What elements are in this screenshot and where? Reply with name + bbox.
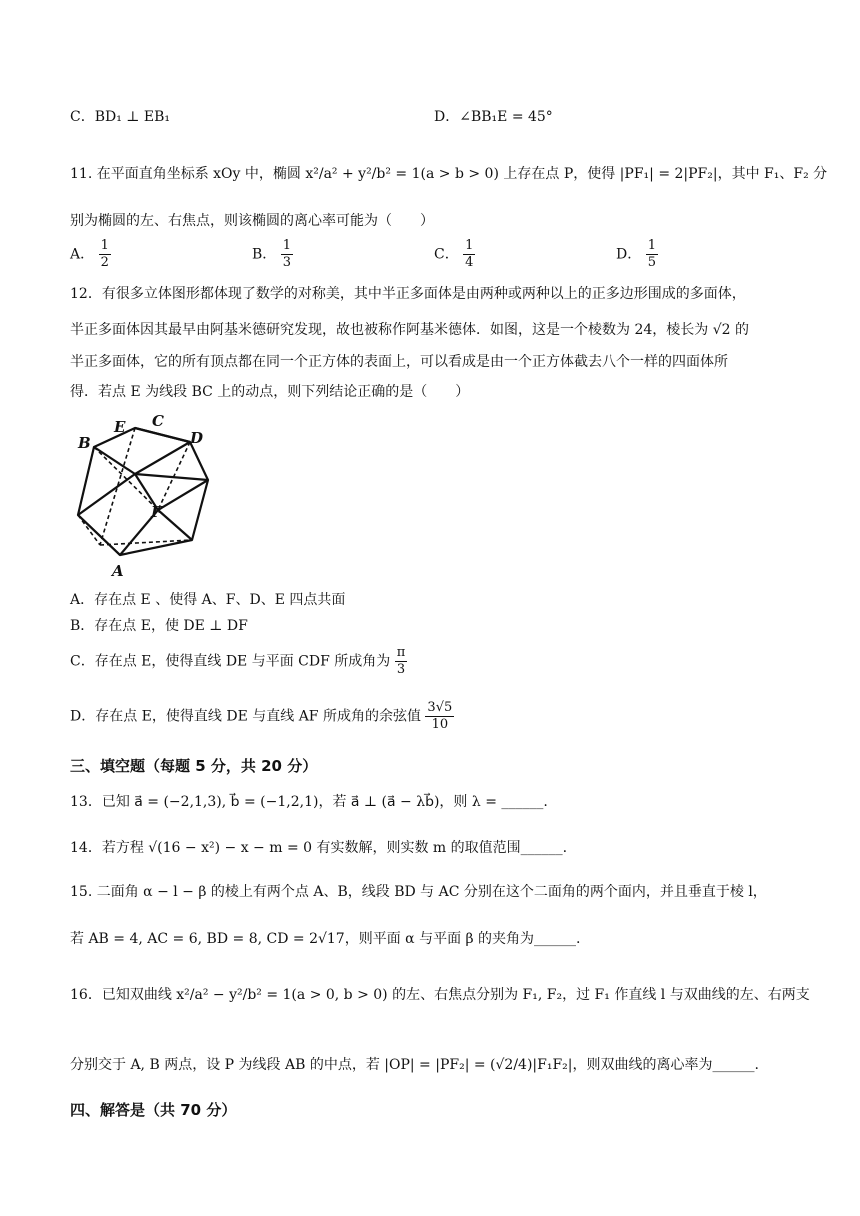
fraction: [425, 700, 454, 733]
q11-option-d: [616, 238, 658, 271]
option-text: C．存在点 E，使得直线 DE 与平面 CDF 所成角为: [70, 653, 391, 670]
q11-line-2: 别为椭圆的左、右焦点，则该椭圆的离心率可能为（ ）: [70, 213, 434, 229]
label-a: A: [112, 562, 124, 580]
q12-option-a: A．存在点 E 、使得 A、F、D、E 四点共面: [70, 592, 346, 608]
polyhedron-figure: [70, 410, 220, 580]
denominator: 3: [282, 255, 292, 270]
fraction: [395, 645, 408, 678]
fraction: [99, 238, 111, 271]
q12-line-2: 半正多面体因其最早由阿基米德研究发现，故也被称作阿基米德体．如图，这是一个棱数为 24，棱长为 √2 的: [70, 322, 749, 338]
q11-line-1: 11. 在平面直角坐标系 xOy 中，椭圆 x²/a² + y²/b² = 1(a > b > 0) 上存在点 P，使得 |PF₁| = 2|PF₂|，其中 F₁、F₂ 分: [70, 166, 828, 182]
q10-option-d: D．∠BB₁E = 45°: [434, 109, 553, 125]
q10-option-c: C．BD₁ ⊥ EB₁: [70, 109, 171, 125]
q16-line-2: 分别交于 A, B 两点，设 P 为线段 AB 的中点，若 |OP| = |PF₂| = (√2/4)|F₁F₂|，则双曲线的离心率为______.: [70, 1057, 759, 1073]
label-c: C: [152, 412, 164, 430]
q11-option-a: [70, 238, 111, 271]
fraction: [281, 238, 293, 271]
q12-option-c: [70, 645, 407, 678]
label-f: F: [151, 503, 162, 521]
option-label: D．: [616, 246, 642, 263]
section-4-heading: 四、解答是（共 70 分）: [70, 1101, 237, 1119]
label-e: E: [114, 418, 126, 436]
label-b: B: [78, 434, 91, 452]
numerator: π: [396, 645, 406, 660]
q11-option-c: [434, 238, 475, 271]
fraction: [646, 238, 658, 271]
numerator: 1: [647, 238, 656, 253]
section-3-heading: 三、填空题（每题 5 分，共 20 分）: [70, 757, 318, 775]
q12-line-4: 得．若点 E 为线段 BC 上的动点，则下列结论正确的是（ ）: [70, 384, 470, 400]
numerator: 1: [100, 238, 109, 253]
q14: 14．若方程 √(16 − x²) − x − m = 0 有实数解，则实数 m 的取值范围______.: [70, 840, 568, 856]
option-label: B．: [252, 246, 277, 263]
q15-line-2: 若 AB = 4, AC = 6, BD = 8, CD = 2√17，则平面 α 与平面 β 的夹角为______.: [70, 931, 581, 947]
q13: 13．已知 a⃗ = (−2,1,3), b⃗ = (−1,2,1)，若 a⃗ ⊥ (a⃗ − λb⃗)，则 λ = ______.: [70, 794, 548, 810]
q12-option-d: [70, 700, 454, 733]
q12-line-3: 半正多面体，它的所有顶点都在同一个正方体的表面上，可以看成是由一个正方体截去八个一样的四面体所: [70, 354, 728, 370]
q16-line-1: 16．已知双曲线 x²/a² − y²/b² = 1(a > 0, b > 0) 的左、右焦点分别为 F₁, F₂，过 F₁ 作直线 l 与双曲线的左、右两支: [70, 987, 810, 1003]
denominator: 2: [100, 255, 109, 270]
label-d: D: [190, 429, 204, 447]
numerator: 3√5: [427, 700, 453, 715]
denominator: 4: [465, 255, 474, 270]
denominator: 10: [431, 717, 449, 732]
fraction: [463, 238, 475, 271]
q11-option-b: [252, 238, 293, 271]
q15-line-1: 15. 二面角 α − l − β 的棱上有两个点 A、B，线段 BD 与 AC 分别在这个二面角的两个面内，并且垂直于棱 l，: [70, 884, 767, 900]
q12-option-b: B．存在点 E，使 DE ⊥ DF: [70, 618, 248, 634]
denominator: 3: [396, 662, 406, 677]
option-label: A．: [70, 246, 95, 263]
numerator: 1: [465, 238, 474, 253]
option-text: D．存在点 E，使得直线 DE 与直线 AF 所成角的余弦值: [70, 708, 421, 725]
option-label: C．: [434, 246, 459, 263]
q12-line-1: 12．有很多立体图形都体现了数学的对称美，其中半正多面体是由两种或两种以上的正多边形围成的多面体，: [70, 286, 746, 302]
numerator: 1: [282, 238, 292, 253]
denominator: 5: [647, 255, 656, 270]
